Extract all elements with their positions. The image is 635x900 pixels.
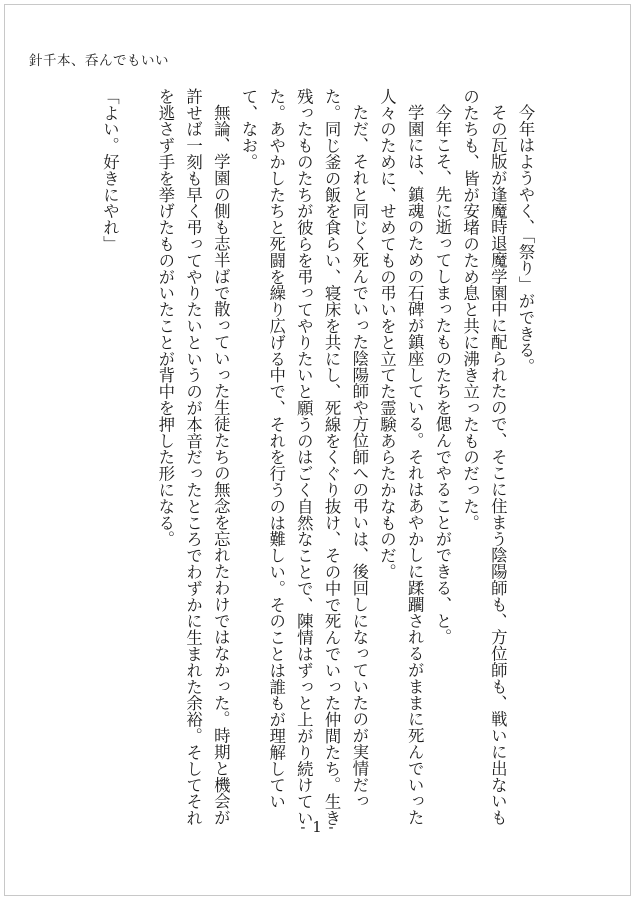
running-title: 針千本、呑んでもいい (29, 53, 169, 69)
page-number: - 1 - (300, 818, 335, 836)
paragraph: ただ、それと同じく死んでいった陰陽師や方位師への弔いは、後回しになっていたのが実情だった。同じ釜の飯を食らい、寝床を共にし、死線をくぐり抜け、その中で死んでいった仲間たち。生き残ったものたちが彼らを弔ってやりたいと願うのはごく自然なことで、陳情はずっと上がり続けていた。あやかしたちと死闘を繰り広げる中で、それを行うのは難しい。そのことは誰もが理解していて、なお。 (238, 88, 369, 826)
paragraph: 今年こそ、先に逝ってしまったものたちを偲んでやることができる、と。 (432, 104, 452, 646)
dialogue-line: 「よい。好きにやれ」 (100, 88, 120, 252)
paragraph: 無論、学園の側も志半ばで散っていった生徒たちの無念を忘れたわけではなかった。時期と機会が許せば一刻も早く弔ってやりたいというのが本音だったところでわずかに生まれた余裕。そしてそれを逃さず手を挙げたものがいたことが背中を押した形になる。 (155, 88, 231, 826)
paragraph: 学園には、鎮魂のための石碑が鎮座している。それはあやかしに蹂躙されるがままに死んでいった人々のために、せめてもの弔いをと立てた霊験あらたかなものだ。 (377, 88, 425, 826)
vertical-body-text (96, 88, 539, 828)
paragraph: その瓦版が逢魔時退魔学園中に配られたので、そこに住まう陰陽師も、方位師も、戦いに出ないものたちも、皆が安堵のため息と共に沸き立ったものだった。 (460, 88, 508, 826)
paragraph: 今年はようやく、「祭り」ができる。 (516, 104, 535, 375)
